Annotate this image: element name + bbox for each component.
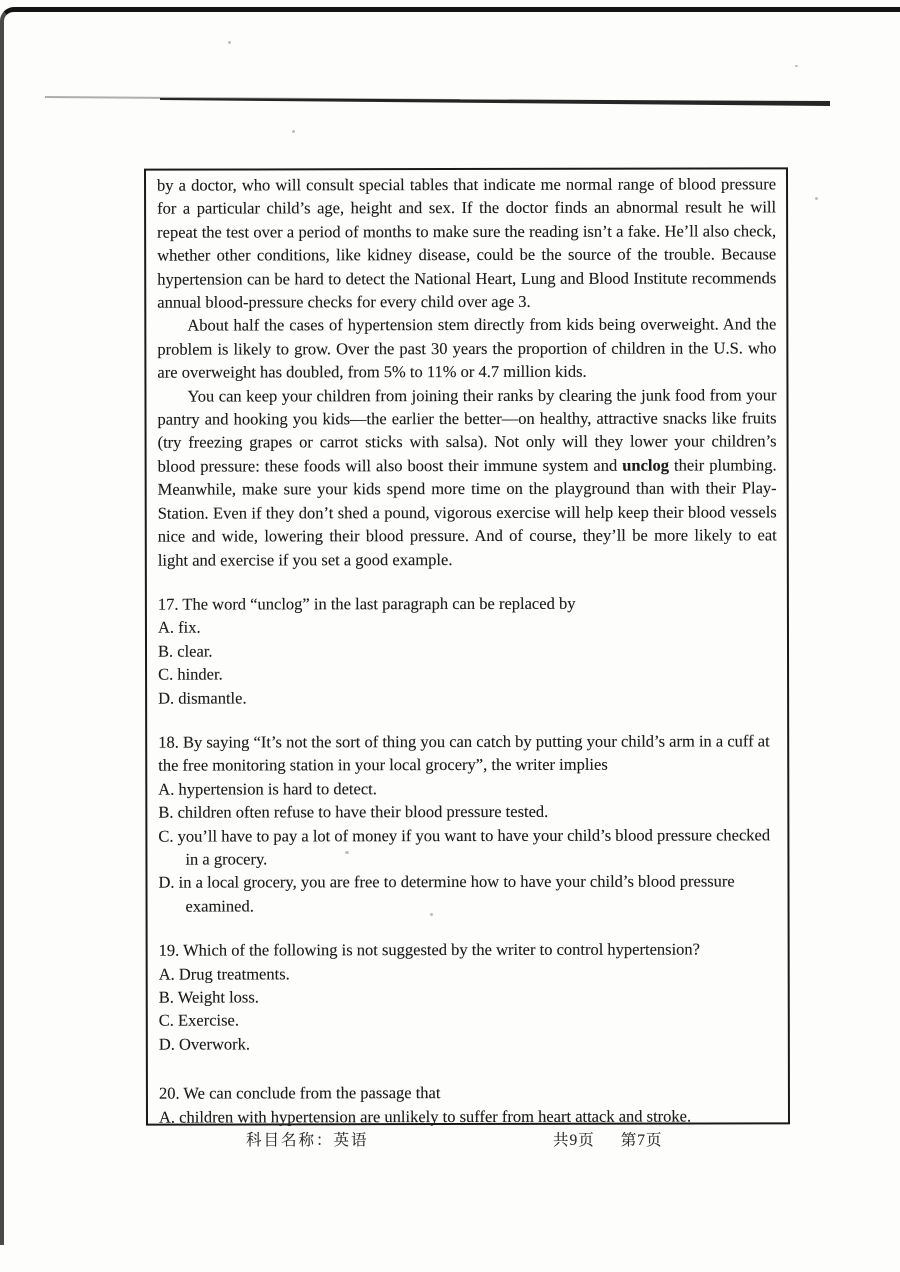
question-18 (158, 729, 777, 918)
passage-paragraph (157, 383, 776, 572)
answer-option: B. Weight loss. (158, 987, 259, 1007)
question-17 (158, 591, 777, 709)
footer-page-info (553, 1128, 663, 1150)
question-stem: 20. We can conclude from the passage that (158, 1083, 441, 1103)
question-stem: 17. The word “unclog” in the last paragraph can be replaced by (157, 593, 576, 614)
answer-option: C. Exercise. (158, 1010, 239, 1031)
answer-option: D. Overwork. (158, 1034, 251, 1054)
answer-option: C. hinder. (158, 664, 223, 684)
footer-current-page: 第7页 (620, 1132, 663, 1149)
page-footer (0, 1128, 900, 1152)
scan-speck (795, 65, 798, 67)
answer-option: B. clear. (157, 641, 213, 661)
answer-option: B. children often refuse to have their blood pressure tested. (158, 801, 549, 822)
answer-option: A. Drug treatments. (158, 963, 290, 984)
question-19 (159, 938, 778, 1056)
question-20 (159, 1081, 778, 1129)
bold-keyword: unclog (622, 455, 670, 475)
reading-passage-box (144, 167, 790, 1125)
question-stem: 19. Which of the following is not suggested by the writer to control hypertension? (158, 939, 700, 960)
scan-artifact-line (40, 90, 840, 112)
paragraph-text: their plumbing. Meanwhile, make sure your kids spend more time on the playground than with their Play-Station. Even if they don’t shed a pound, vigorous exercise will help keep their blood vessels nice and wide, lowering their blood pressure. And of course, they’ll be more likely to eat light and exercise if you set a good example. (157, 455, 777, 570)
footer-total-pages: 共9页 (553, 1132, 595, 1149)
scan-speck (292, 130, 295, 133)
answer-option: A. children with hypertension are unlikely to suffer from heart attack and stroke. (158, 1106, 692, 1127)
answer-option: C. you’ll have to pay a lot of money if you want to have your child’s blood pressure checked in a grocery. (158, 824, 771, 869)
passage-paragraph: About half the cases of hypertension stem directly from kids being overweight. And the problem is likely to grow. Over the past 30 years the proportion of children in the U.S. who are overweight has doubled, from 5% to 11% or 4.7 million kids. (157, 314, 777, 382)
question-stem: 18. By saying “It’s not the sort of thing you can catch by putting your child’s arm in a cuff at the free monitoring station in your local grocery”, the writer implies (158, 731, 770, 775)
scan-speck (815, 197, 818, 200)
answer-option: A. fix. (157, 617, 201, 637)
answer-option: D. dismantle. (158, 687, 247, 708)
answer-option: D. in a local grocery, you are free to determine how to have your child’s blood pressure examined. (158, 871, 735, 916)
answer-option: A. hypertension is hard to detect. (158, 778, 377, 799)
scan-speck (228, 41, 231, 44)
footer-subject-label: 科目名称：英语 (246, 1132, 369, 1149)
passage-paragraph: by a doctor, who will consult special tables that indicate me normal range of blood pressure for a particular child’s age, height and sex. If the doctor finds an abnormal result he will repeat the test over a period of months to make sure the reading isn’t a fake. He’ll also check, whether other conditions, like kidney disease, could be the source of the trouble. Because hypertension can be hard to detect the National Heart, Lung and Blood Institute recommends annual blood-pressure checks for every child over age 3. (157, 174, 777, 312)
paragraph-text: You can keep your children from joining their ranks by clearing the junk food from your pantry and hooking you kids—the earlier the better—on healthy, attractive snacks like fruits (try freezing grapes or carrot sticks with salsa). Not only will they lower your children’s blood pressure: these foods will also boost their immune system and (157, 385, 777, 476)
